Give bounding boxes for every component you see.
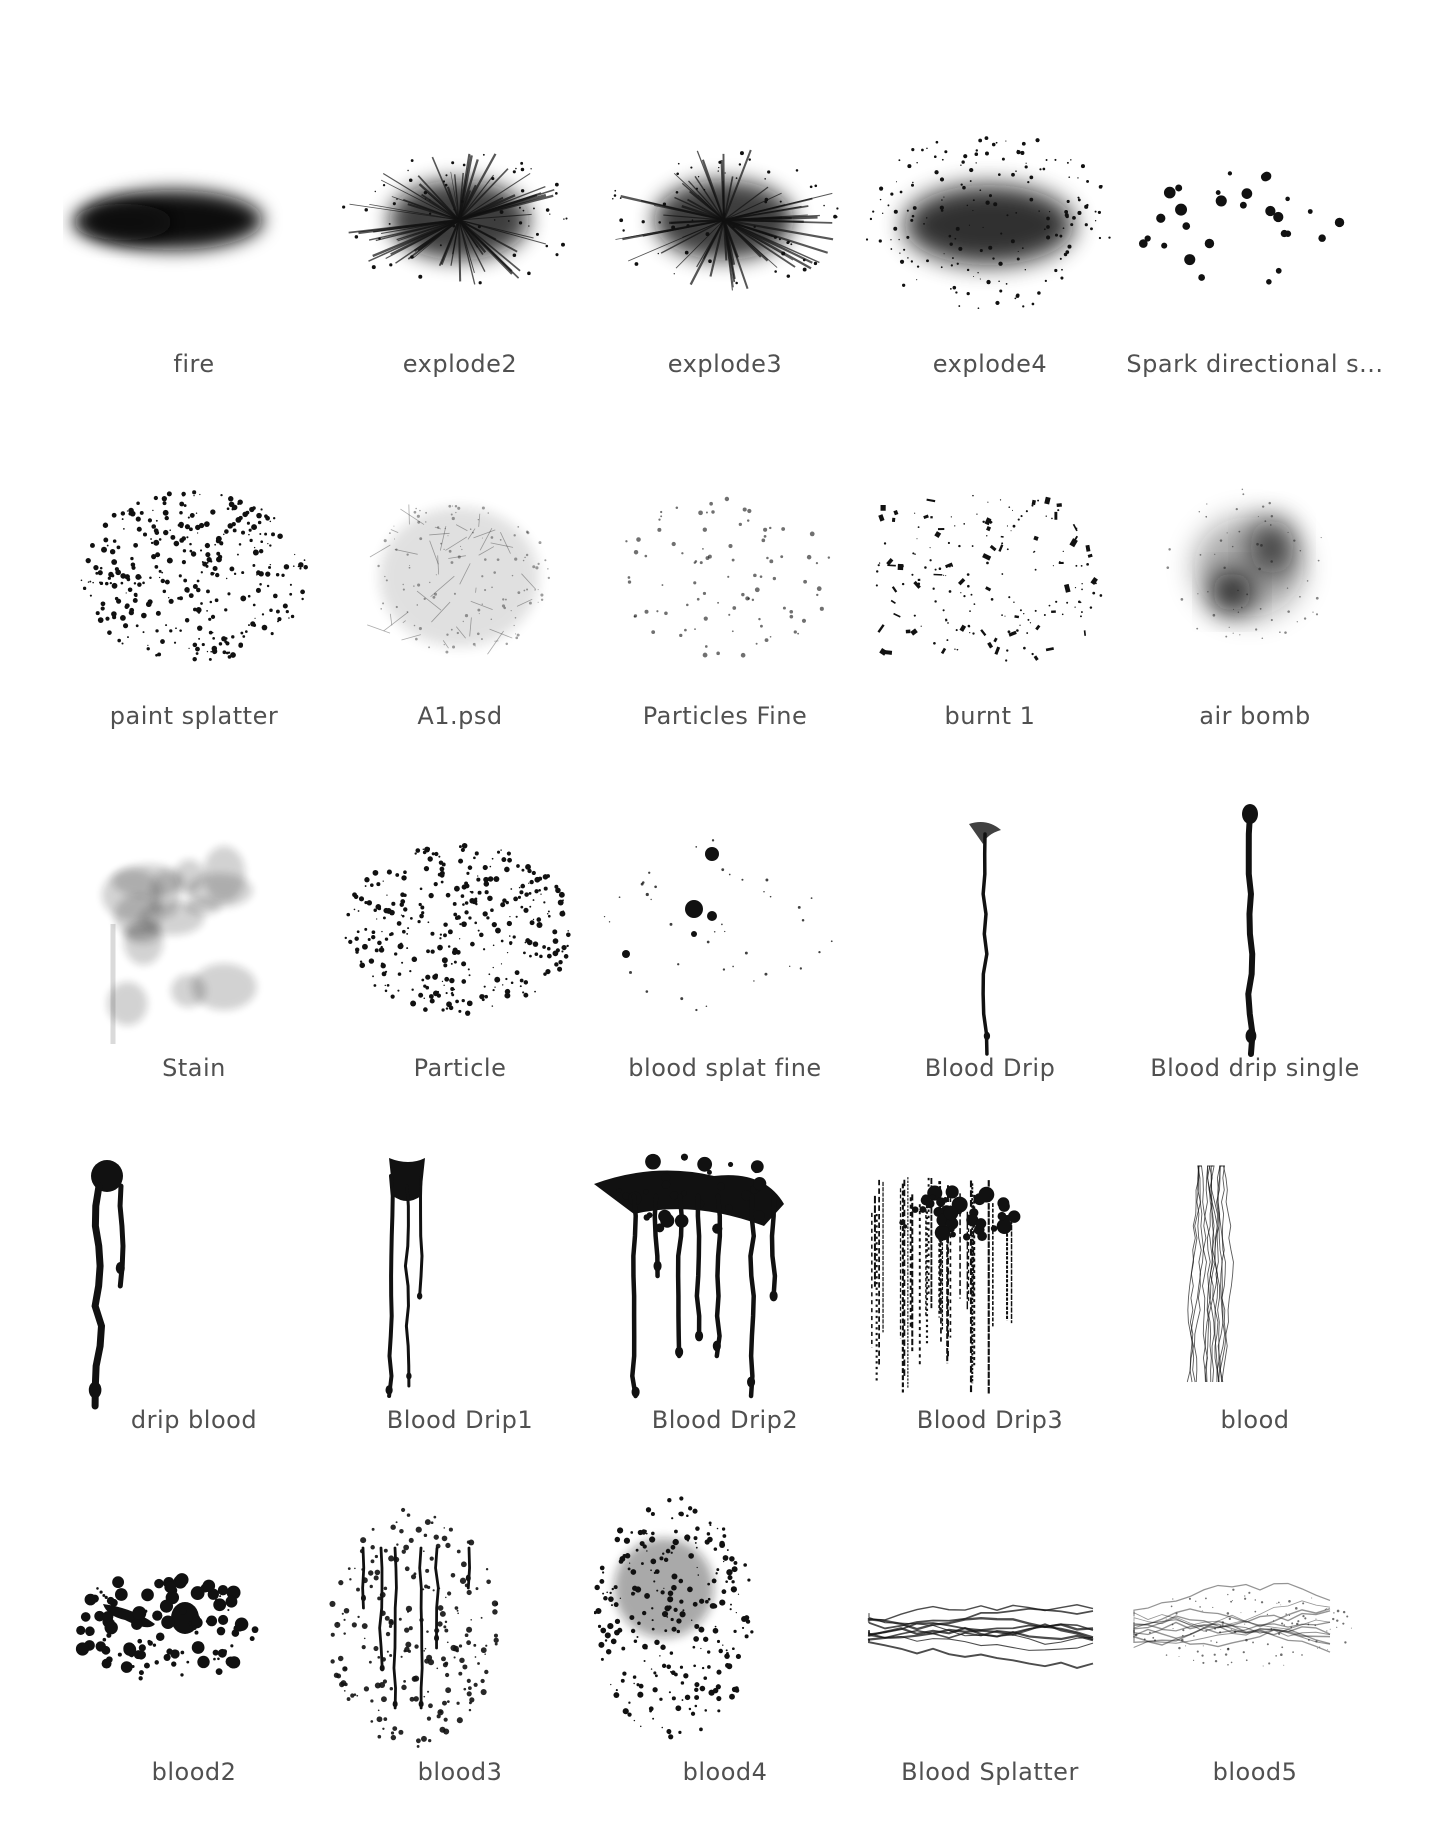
brush-preview [329,1488,591,1788]
brush-preset[interactable] [1124,80,1386,426]
brush-preview [329,784,591,1084]
brush-preset-label: explode4 [932,350,1048,378]
brush-preview [594,80,856,380]
brush-stroke-image [329,80,591,380]
brush-preset[interactable] [594,80,856,426]
brush-preset-label: fire [173,350,215,378]
brush-preset[interactable] [1124,1488,1386,1834]
brush-preset-label: A1.psd [417,702,503,730]
brush-preview [63,1136,325,1436]
brush-preview [1124,1136,1386,1436]
brush-preview [859,784,1121,1084]
brush-stroke-image [1124,1136,1386,1436]
brush-preset-label: drip blood [130,1406,258,1434]
brush-preset-label: Particles Fine [642,702,808,730]
brush-stroke-image [859,432,1121,732]
brush-preset[interactable] [859,432,1121,778]
brush-preset[interactable] [329,1488,591,1834]
brush-preset[interactable] [63,80,325,426]
brush-preset[interactable] [63,1136,325,1482]
brush-stroke-image [63,80,325,380]
brush-preset[interactable] [859,784,1121,1130]
brush-preview [1124,784,1386,1084]
brush-preview [1124,1488,1386,1788]
brush-preset-label: burnt 1 [944,702,1036,730]
brush-preset[interactable] [63,1488,325,1834]
brush-stroke-image [859,1488,1121,1788]
brush-preset-label: Blood Splatter [901,1758,1079,1786]
brush-preset[interactable] [329,432,591,778]
brush-stroke-image [63,784,325,1084]
brush-preset-label: blood splat fine [628,1054,822,1082]
brush-stroke-image [1124,432,1386,732]
brush-preview [859,1488,1121,1788]
brush-stroke-image [594,432,856,732]
brush-stroke-image [329,1488,591,1788]
brush-preset-label: explode3 [667,350,783,378]
brush-stroke-image [63,1136,325,1436]
brush-stroke-image [859,80,1121,380]
brush-preset-label: Blood Drip1 [386,1406,534,1434]
brush-preset-label: blood2 [151,1758,237,1786]
brush-stroke-image [1124,1488,1386,1788]
brush-preview [63,1488,325,1788]
brush-preset[interactable] [329,80,591,426]
brush-preset-label: Spark directional s... [1126,350,1384,378]
brush-preset[interactable] [594,432,856,778]
brush-preset-label: Stain [162,1054,226,1082]
brush-preview [1124,432,1386,732]
brush-preview [859,1136,1121,1436]
brush-stroke-image [594,1488,856,1788]
brush-preset-label: explode2 [402,350,518,378]
brush-preset[interactable] [329,1136,591,1482]
brush-preview [63,80,325,380]
brush-preset[interactable] [859,1136,1121,1482]
brush-preset[interactable] [1124,784,1386,1130]
brush-preset[interactable] [859,80,1121,426]
brush-stroke-image [63,432,325,732]
brush-preset-label: Blood Drip3 [916,1406,1064,1434]
brush-stroke-image [329,784,591,1084]
brush-preview [329,432,591,732]
brush-preset-label: air bomb [1199,702,1311,730]
brush-preset[interactable] [859,1488,1121,1834]
brush-preview [594,784,856,1084]
brush-preset-label: paint splatter [109,702,279,730]
brush-stroke-image [859,1136,1121,1436]
brush-stroke-image [859,784,1121,1084]
brush-preview [63,784,325,1084]
brush-preview [329,1136,591,1436]
brush-preset-label: Blood Drip2 [651,1406,799,1434]
brush-preset-label: blood5 [1212,1758,1298,1786]
brush-preset-label: Particle [413,1054,507,1082]
brush-preview [859,80,1121,380]
brush-preview [63,432,325,732]
brush-preview [329,80,591,380]
brush-preview [1124,80,1386,380]
brush-preset-label: blood3 [417,1758,503,1786]
brush-stroke-image [329,432,591,732]
brush-stroke-image [63,1488,325,1788]
brush-stroke-image [1124,80,1386,380]
brush-preset[interactable] [594,1136,856,1482]
brush-preset[interactable] [63,784,325,1130]
brush-preset[interactable] [329,784,591,1130]
brush-preset-label: blood [1220,1406,1290,1434]
brush-preset[interactable] [1124,432,1386,778]
brush-preview [594,1488,856,1788]
brush-stroke-image [1124,784,1386,1084]
brush-stroke-image [594,80,856,380]
brush-preset-label: Blood Drip [924,1054,1056,1082]
brush-preset[interactable] [1124,1136,1386,1482]
brush-preview [594,432,856,732]
brush-stroke-image [329,1136,591,1436]
brush-preset[interactable] [594,784,856,1130]
brush-preset[interactable] [63,432,325,778]
brush-stroke-image [594,1136,856,1436]
brush-preset-label: Blood drip single [1150,1054,1360,1082]
brush-preset[interactable] [594,1488,856,1834]
brush-preset-label: blood4 [682,1758,768,1786]
brush-preview [859,432,1121,732]
brush-stroke-image [594,784,856,1084]
brush-preview [594,1136,856,1436]
